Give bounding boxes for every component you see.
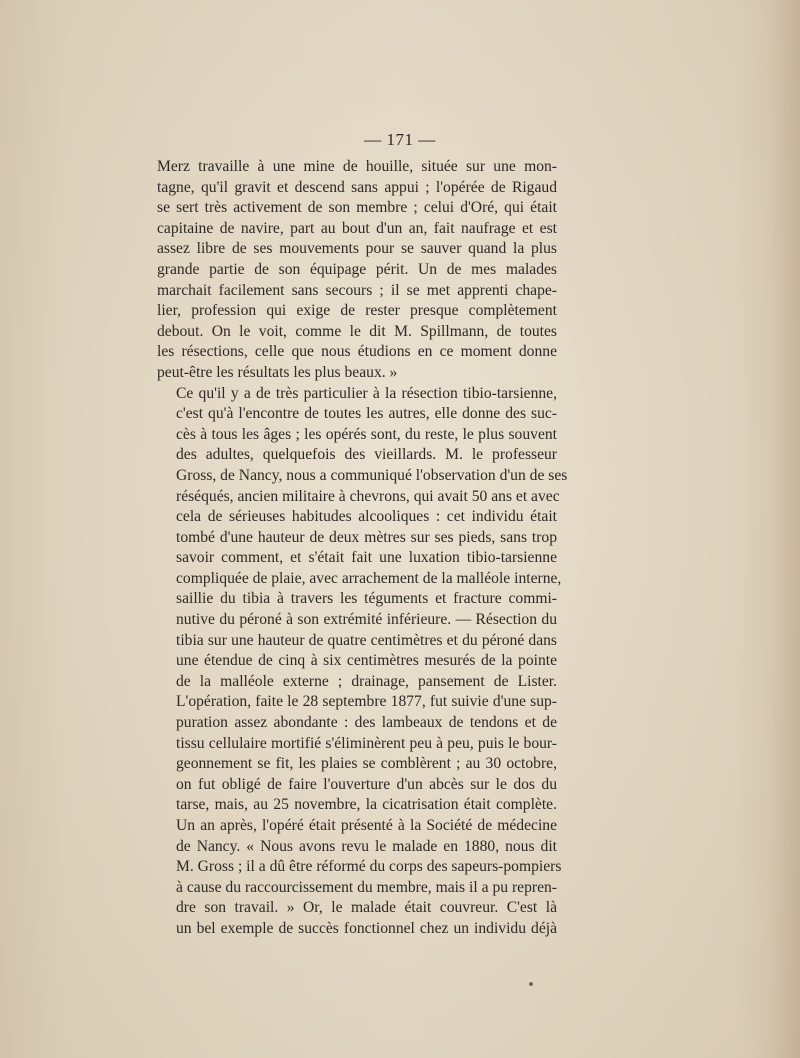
text-line: dre son travail. » Or, le malade était couvreur. C'est là (176, 899, 557, 917)
text-line: se sert très activement de son membre ; celui d'Oré, qui était (157, 199, 557, 217)
text-line: cès à tous les âges ; les opérés sont, du reste, le plus souvent (176, 425, 557, 443)
text-line: puration assez abondante : des lambeaux de tendons et de (176, 714, 557, 732)
text-line: grande partie de son équipage périt. Un de mes malades (157, 260, 557, 278)
text-line: marchait facilement sans secours ; il se met apprenti chape- (157, 281, 557, 299)
text-line: réséqués, ancien militaire à chevrons, qui avait 50 ans et avec (176, 487, 560, 505)
text-line: un bel exemple de succès fonctionnel chez un individu déjà (176, 919, 557, 937)
text-line: peut-être les résultats les plus beaux. » (157, 363, 398, 381)
text-line: savoir comment, et s'était fait une luxation tibio-tarsienne (176, 549, 557, 567)
text-line: M. Gross ; il a dû être réformé du corps des sapeurs-pompiers (176, 858, 562, 876)
text-line: geonnement se fit, les plaies se comblèrent ; au 30 octobre, (176, 755, 557, 773)
page-text-body (157, 157, 568, 940)
page-number: — 171 — (364, 130, 436, 149)
text-line: cela de sérieuses habitudes alcooliques : cet individu était (176, 508, 557, 526)
text-line: assez libre de ses mouvements pour se sauver quand la plus (157, 240, 557, 258)
text-line: lier, profession qui exige de rester presque complètement (157, 302, 557, 320)
text-line: des adultes, quelquefois des vieillards. M. le professeur (176, 446, 557, 464)
text-line: à cause du raccourcissement du membre, mais il a pu repren- (176, 878, 557, 896)
text-line: saillie du tibia à travers les téguments et fracture commi- (176, 590, 557, 608)
text-line: une étendue de cinq à six centimètres mesurés de la pointe (176, 652, 557, 670)
text-line: les résections, celle que nous étudions en ce moment donne (157, 343, 557, 361)
text-line: debout. On le voit, comme le dit M. Spillmann, de toutes (157, 322, 557, 340)
text-line: Ce qu'il y a de très particulier à la résection tibio-tarsienne, (176, 384, 557, 402)
paragraph-1 (157, 157, 557, 384)
text-line: tombé d'une hauteur de deux mètres sur ses pieds, sans trop (176, 528, 557, 546)
text-line: compliquée de plaie, avec arrachement de la malléole interne, (176, 569, 562, 587)
text-line: L'opération, faite le 28 septembre 1877, fut suivie d'une sup- (176, 693, 557, 711)
text-line: tibia sur une hauteur de quatre centimètres et du péroné dans (176, 631, 557, 649)
text-line: tissu cellulaire mortifié s'éliminèrent peu à peu, puis le bour- (176, 734, 557, 752)
text-line: c'est qu'à l'encontre de toutes les autres, elle donne des suc- (176, 405, 557, 423)
text-line: capitaine de navire, part au bout d'un an, fait naufrage et est (157, 219, 557, 237)
text-line: tarse, mais, au 25 novembre, la cicatrisation était complète. (176, 796, 557, 814)
text-line: nutive du péroné à son extrémité inférieure. — Résection du (176, 611, 557, 629)
ink-speck (529, 982, 533, 986)
text-line: Un an après, l'opéré était présenté à la Société de médecine (176, 817, 557, 834)
text-line: tagne, qu'il gravit et descend sans appui ; l'opérée de Rigaud (157, 178, 557, 196)
text-line: Merz travaille à une mine de houille, située sur une mon- (157, 158, 557, 175)
text-line: Gross, de Nancy, nous a communiqué l'observation d'un de ses (176, 466, 568, 484)
text-line: de la malléole externe ; drainage, pansement de Lister. (176, 672, 557, 690)
text-line: on fut obligé de faire l'ouverture d'un abcès sur le dos du (176, 775, 557, 793)
text-line: de Nancy. « Nous avons revu le malade en 1880, nous dit (176, 837, 557, 855)
paragraph-2 (157, 384, 568, 940)
